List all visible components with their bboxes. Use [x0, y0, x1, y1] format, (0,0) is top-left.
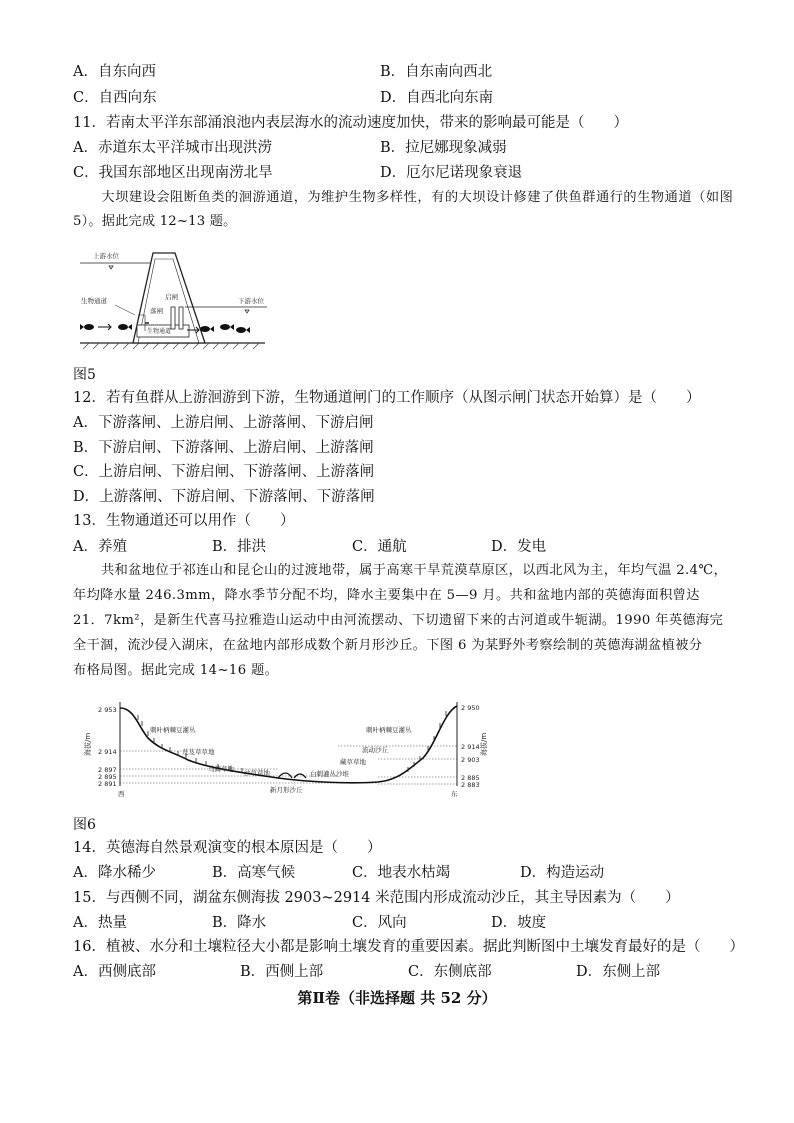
q11-option-c: C．我国东部地区出现南涝北旱 — [73, 165, 273, 181]
q12-option-d: D．上游落闸、下游启闸、下游落闸、下游落闸 — [73, 489, 375, 505]
fig6-right-sand: 白刺灌丛沙堆 — [310, 770, 349, 778]
fig6-left-grass2: 马蔺草地 — [208, 765, 234, 773]
q14-option-b: B．高寒气候 — [212, 865, 296, 881]
passage-2-line-2: 年均降水量 246.3mm，降水季节分配不均，降水主要集中在 5—9 月。共和盆地内部的英德海面积曾达 — [73, 588, 700, 603]
q15-option-d: D．坡度 — [491, 915, 547, 931]
passage-2-line-4: 全干涸，流沙侵入湖床，在盆地内部形成数个新月形沙丘。下图 6 为某野外考察绘制的英德海湖盆植被分 — [73, 638, 703, 653]
q14-option-d: D．构造运动 — [520, 865, 605, 881]
q12-option-c: C．上游启闸、下游启闸、下游落闸、上游落闸 — [73, 464, 375, 480]
tick-right-2950: 2 950 — [461, 704, 480, 712]
q14-stem: 14．英德海自然景观演变的根本原因是（ ） — [73, 840, 382, 856]
q15-option-b: B．降水 — [212, 915, 267, 931]
q15-stem: 15．与西侧不同，湖盆东侧海拔 2903~2914 米范围内形成流动沙丘，其主导因素为（ ） — [73, 890, 680, 906]
q14-option-a: A．降水稀少 — [73, 865, 156, 881]
q16-stem: 16．植被、水分和土壤粒径大小都是影响土壤发育的重要因素。据此判断图中土壤发育最好的是（ ） — [73, 939, 744, 955]
passage-2-line-1: 共和盆地位于祁连山和昆仑山的过渡地带，属于高寒干旱荒漠草原区，以西北风为主，年均气温 2.4℃， — [101, 563, 728, 578]
tick-left-2953: 2 953 — [98, 706, 117, 714]
fig6-right-dune: 流动沙丘 — [362, 746, 388, 754]
fig5-downstream-label: 下游水位 — [238, 297, 264, 305]
q11-option-d: D．厄尔尼诺现象衰退 — [380, 165, 523, 181]
tick-right-2883: 2 883 — [461, 781, 480, 789]
fig5-closed-gate-label: 落闸 — [150, 307, 163, 315]
fig6-right-shrub: 刺叶柄棘豆灌丛 — [366, 726, 412, 734]
option-b: B．自东南向西北 — [380, 64, 493, 80]
q11-stem: 11．若南太平洋东部涌浪池内表层海水的流动速度加快，带来的影响最可能是（ ） — [73, 115, 628, 131]
tick-left-2914: 2 914 — [98, 748, 117, 756]
passage-2-line-5: 布格局图。据此完成 14~16 题。 — [73, 663, 279, 678]
fig5-open-gate-label: 启闸 — [165, 293, 178, 301]
fig5-channel2-label: 生物通道 — [147, 328, 172, 335]
tick-right-2903: 2 903 — [461, 756, 480, 764]
fig6-axis-right: 海拔/m — [480, 732, 488, 756]
figure-5-dam-diagram — [75, 235, 270, 353]
q12-stem: 12．若有鱼群从上游洄游到下游，生物通道闸门的工作顺序（从图示闸门状态开始算）是（ ） — [73, 390, 701, 406]
fig6-axis-left: 海拔/m — [84, 732, 92, 756]
passage-1: 大坝建设会阻断鱼类的洄游通道，为维护生物多样性，有的大坝设计修建了供鱼群通行的生物通道（如图5）。据此完成 12~13 题。 — [73, 190, 733, 229]
fig5-channel-label: 生物通道 — [81, 297, 107, 305]
fig6-west: 西 — [118, 790, 125, 798]
q13-option-a: A．养殖 — [73, 539, 127, 555]
q14-option-c: C．地表水枯竭 — [352, 865, 451, 881]
tick-left-2891: 2 891 — [98, 780, 117, 788]
fig6-left-grass1: 芨芨草草地 — [182, 748, 215, 756]
option-d: D．自西北向东南 — [380, 90, 494, 106]
q16-option-b: B．西侧上部 — [240, 964, 324, 980]
q15-option-a: A．热量 — [73, 915, 127, 931]
passage-2-line-3: 21．7km²，是新生代喜马拉雅造山运动中由河流摆动、下切遗留下来的古河道或牛轭湖。1990 年英德海完 — [73, 613, 724, 628]
arrow-right-icon — [98, 324, 111, 330]
section-title: 第Ⅱ卷（非选择题 共 52 分） — [297, 989, 497, 1007]
fig6-left-shrub: 刺叶柄棘豆灌丛 — [150, 726, 196, 734]
q11-option-a: A．赤道东太平洋城市出现洪涝 — [73, 140, 272, 156]
q13-stem: 13．生物通道还可以用作（ ） — [73, 513, 295, 529]
tick-left-2895: 2 895 — [98, 773, 117, 781]
q15-option-c: C．风向 — [352, 915, 407, 931]
figure-5-caption: 图5 — [73, 367, 96, 383]
option-c: C．自西向东 — [73, 90, 157, 106]
q12-option-a: A．下游落闸、上游启闸、上游落闸、下游启闸 — [73, 415, 374, 431]
q12-option-b: B．下游启闸、下游落闸、上游启闸、上游落闸 — [73, 440, 374, 456]
q13-option-b: B．排洪 — [212, 539, 267, 555]
fig6-right-grass: 藏草草地 — [340, 758, 366, 766]
tick-right-2885: 2 885 — [461, 774, 480, 782]
tick-right-2914: 2 914 — [461, 743, 480, 751]
tick-left-2897: 2 897 — [98, 766, 117, 774]
q13-option-c: C．通航 — [352, 539, 407, 555]
q16-option-d: D．东侧上部 — [576, 964, 661, 980]
q13-option-d: D．发电 — [491, 539, 547, 555]
fig6-east: 东 — [451, 790, 458, 798]
fig6-left-grass3: 沙草草地 — [244, 769, 270, 777]
option-a: A．自东向西 — [73, 64, 156, 80]
fig6-dune: 新月形沙丘 — [270, 786, 303, 794]
figure-6-caption: 图6 — [73, 817, 96, 833]
fish-right-icon — [200, 324, 250, 333]
q16-option-a: A．西侧底部 — [73, 964, 156, 980]
fig5-upstream-label: 上游水位 — [93, 252, 119, 260]
q11-option-b: B．拉尼娜现象减弱 — [380, 140, 507, 156]
q16-option-c: C．东侧底部 — [408, 964, 492, 980]
figure-6-vegetation-profile — [78, 696, 498, 800]
